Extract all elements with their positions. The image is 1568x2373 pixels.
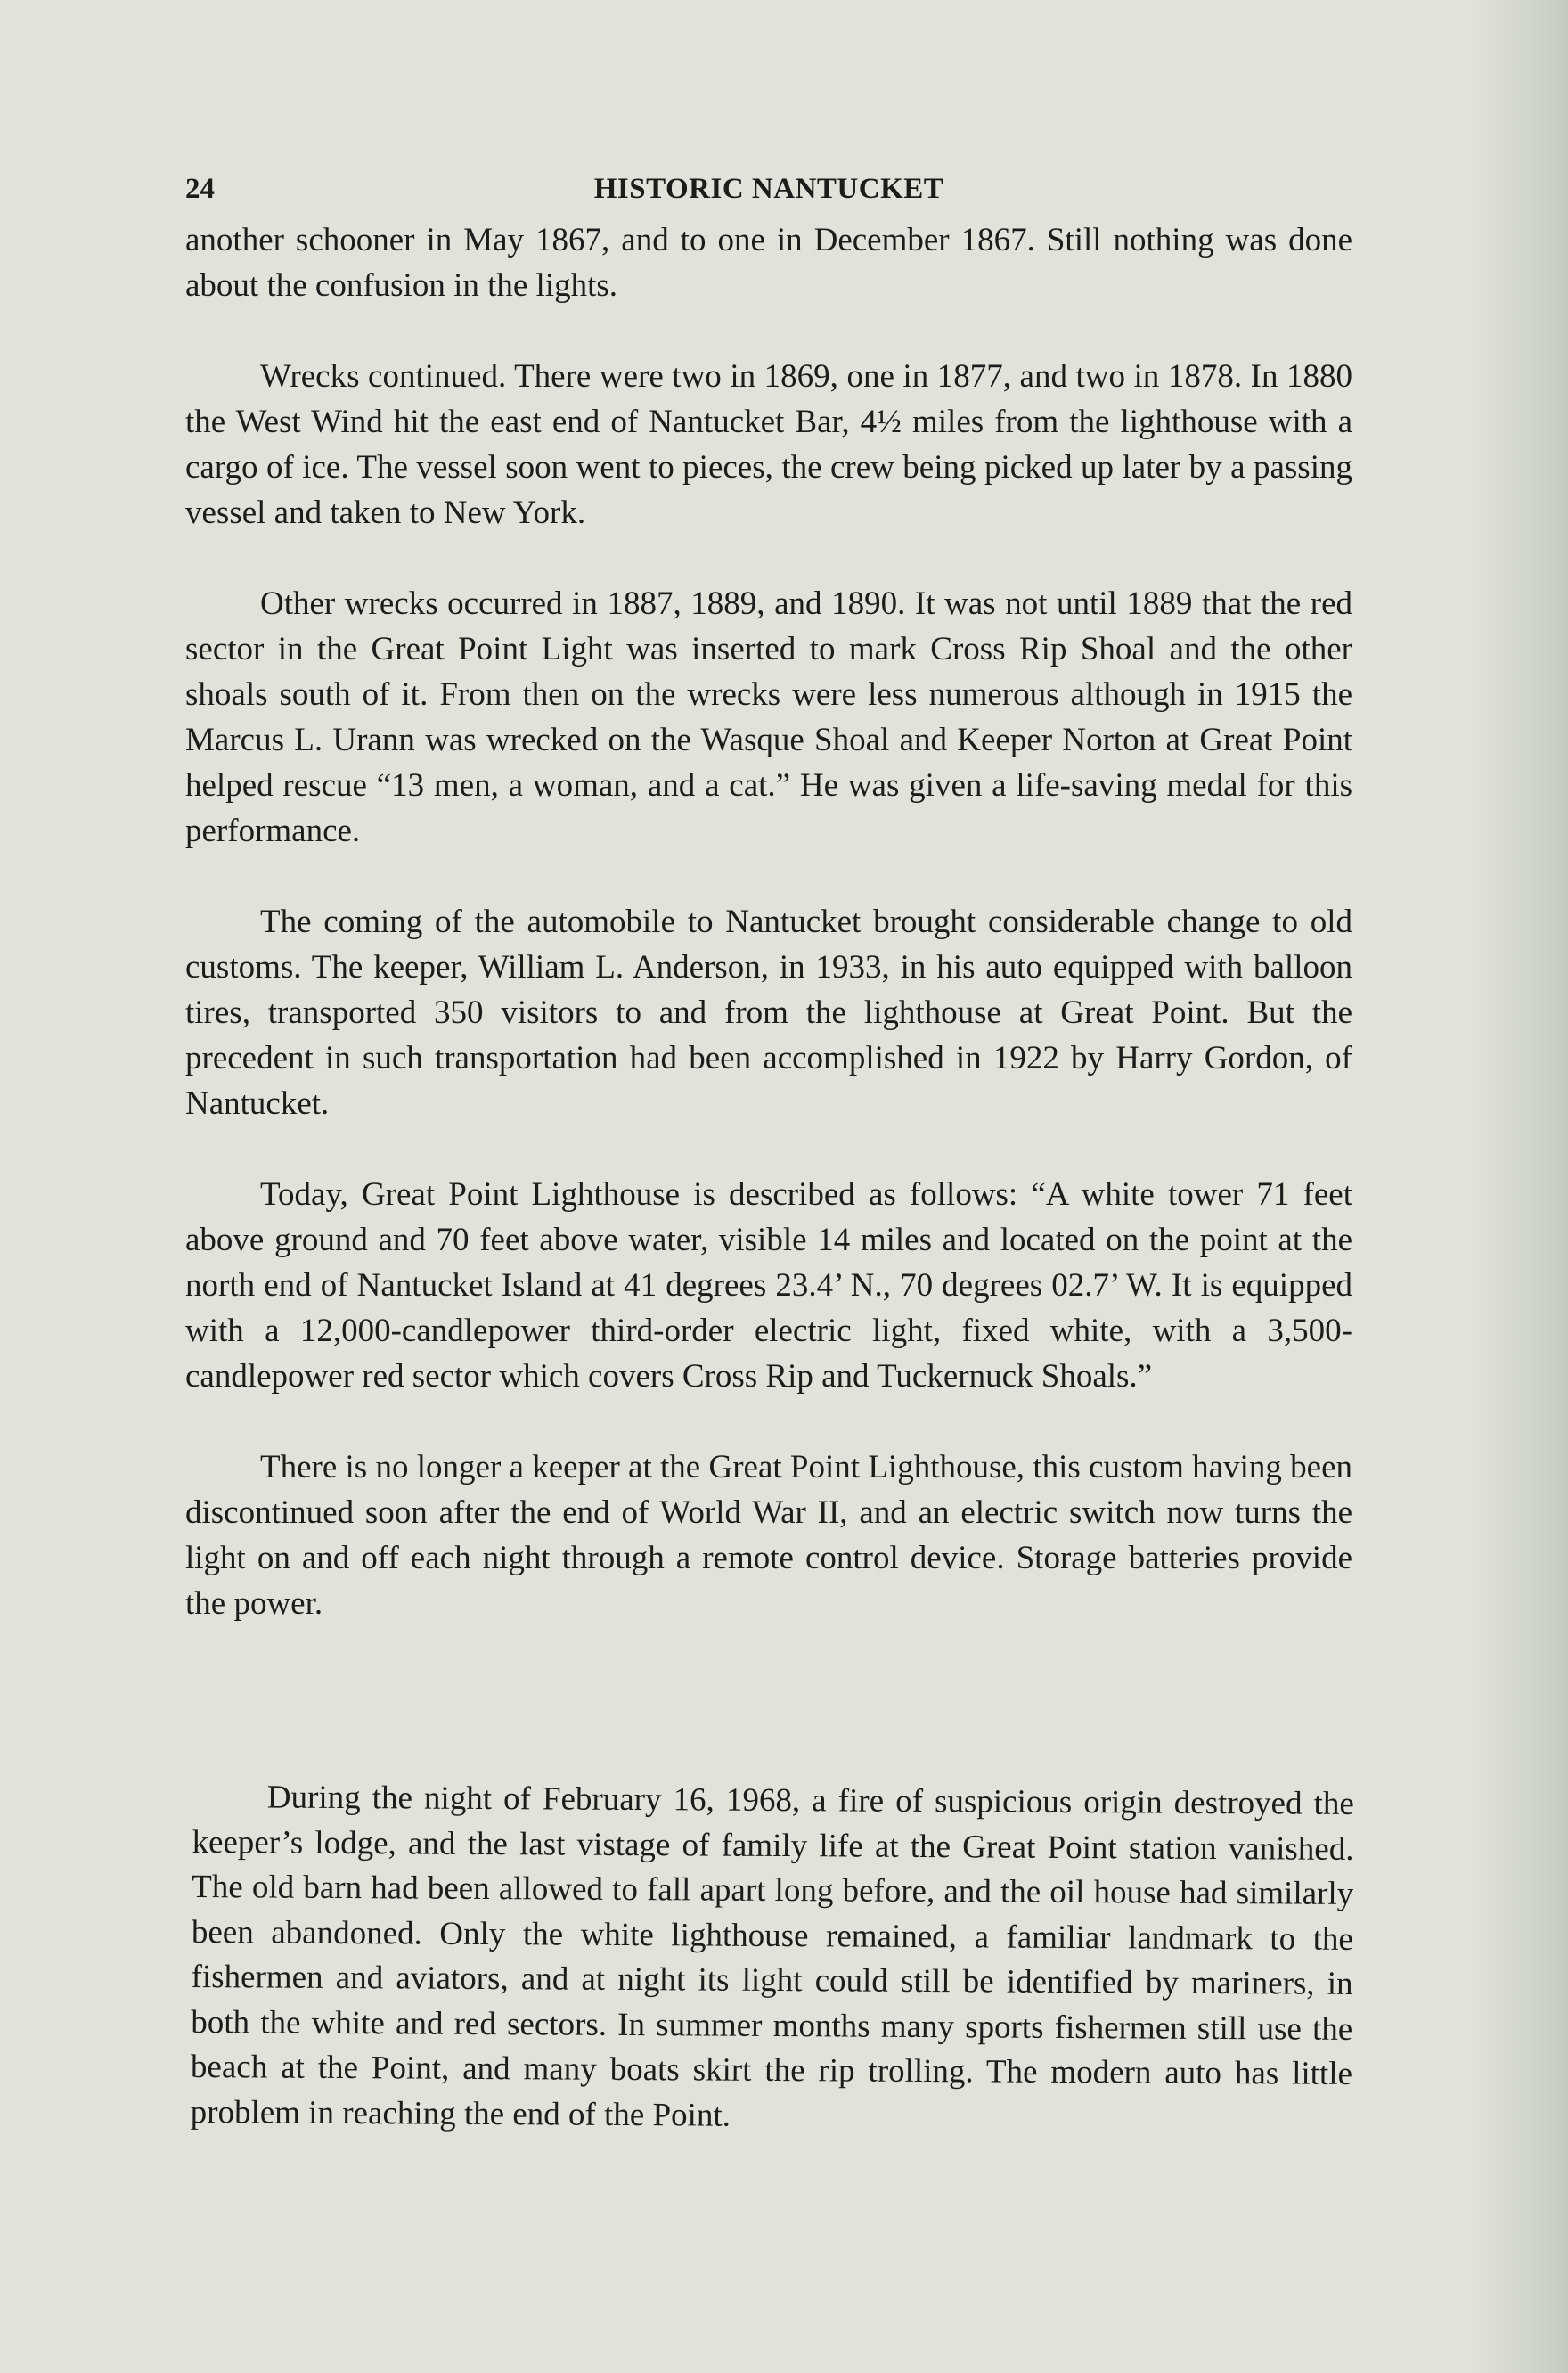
paragraph-1: another schooner in May 1867, and to one in December 1867. Still nothing was done about the confusion in the lights. — [185, 222, 1352, 304]
paragraph-7: During the night of February 16, 1968, a fire of suspicious origin destroyed the keeper’s lodge, and the last vistage of family life at the Great Point station vanished. The old barn had been allowed to fall apart long before, and the oil house had similarly been abandoned. Only the white lighthouse remained, a familiar landmark to the fishermen and aviators, and at night its light could still be identified by mariners, in both the white and red sectors. In summer months many sports fishermen still use the beach at the Point, and many boats skirt the rip trolling. The modern auto has little problem in reaching the end of the Point. — [190, 1779, 1354, 2134]
running-head: HISTORIC NANTUCKET — [593, 173, 944, 205]
body-text-final-section — [191, 1775, 1354, 2142]
page-number: 24 — [185, 173, 215, 205]
page-edge-shadow — [1470, 0, 1568, 2373]
paragraph-5: Today, Great Point Lighthouse is described as follows: “A white tower 71 feet above ground and 70 feet above water, visible 14 miles and located on the point at the north end of Nantucket Island at 41 degrees 23.4’ N., 70 degrees 02.7’ W. It is equipped with a 12,000-candlepower third-order electric light, fixed white, with a 3,500-candlepower red sector which covers Cross Rip and Tuckernuck Shoals.” — [185, 1176, 1352, 1395]
paragraph-6: There is no longer a keeper at the Great Point Lighthouse, this custom having been discontinued soon after the end of World War II, and an electric switch now turns the light on and off each night through a remote control device. Storage batteries provide the power. — [185, 1449, 1352, 1622]
body-text — [185, 217, 1352, 1672]
paragraph-4: The coming of the automobile to Nantucket brought considerable change to old customs. The keeper, William L. Anderson, in 1933, in his auto equipped with balloon tires, transported 350 visitors to and from the lighthouse at Great Point. But the precedent in such transportation had been accomplished in 1922 by Harry Gordon, of Nantucket. — [185, 904, 1352, 1122]
paragraph-2: Wrecks continued. There were two in 1869, one in 1877, and two in 1878. In 1880 the West Wind hit the east end of Nantucket Bar, 4½ miles from the lighthouse with a cargo of ice. The vessel soon went to pieces, the crew being picked up later by a passing vessel and taken to New York. — [185, 358, 1352, 531]
page-header — [185, 169, 1352, 214]
paragraph-3: Other wrecks occurred in 1887, 1889, and 1890. It was not until 1889 that the red sector in the Great Point Light was inserted to mark Cross Rip Shoal and the other shoals south of it. From then on the wrecks were less numerous although in 1915 the Marcus L. Urann was wrecked on the Wasque Shoal and Keeper Norton at Great Point helped rescue “13 men, a woman, and a cat.” He was given a life-saving medal for this performance. — [185, 585, 1352, 849]
